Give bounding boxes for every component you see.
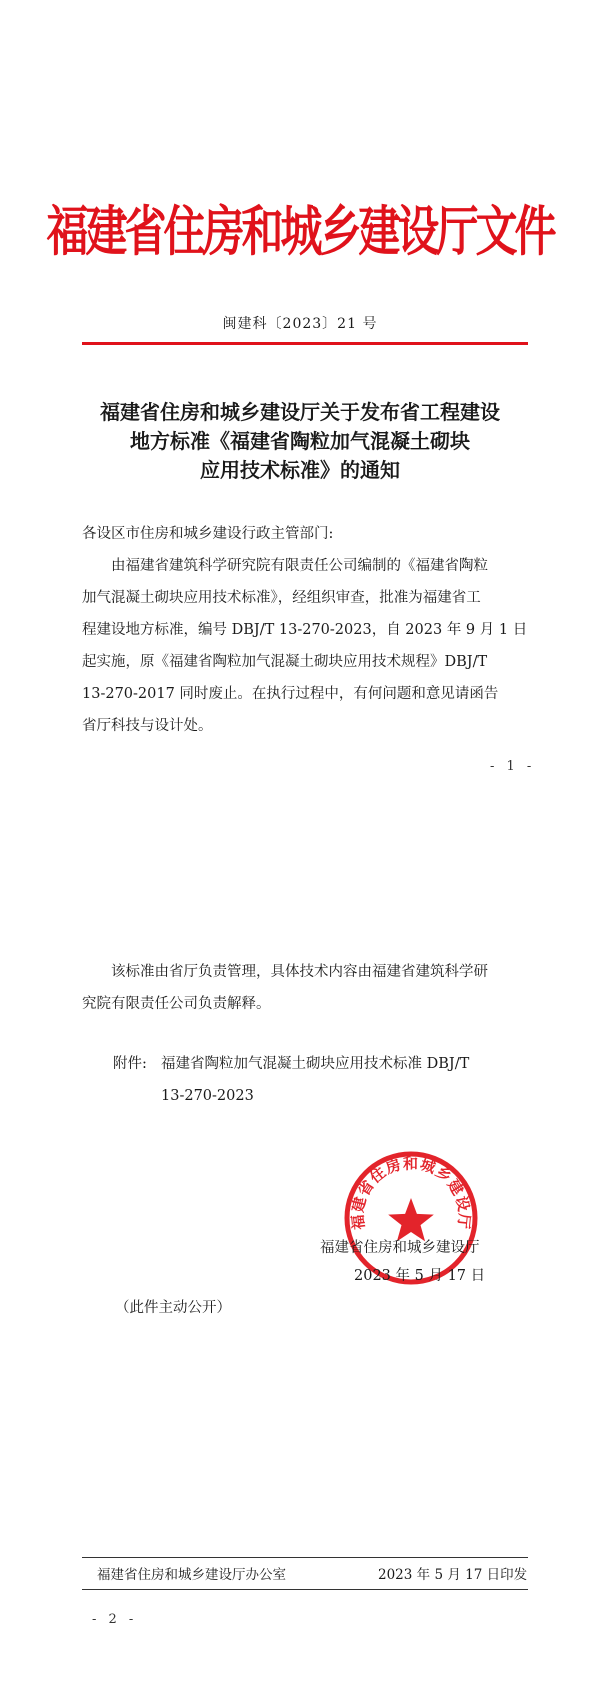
salutation bbox=[82, 518, 528, 550]
attachment bbox=[113, 1048, 469, 1112]
attachment-label: 附件: bbox=[113, 1056, 147, 1072]
footer-office: 福建省住房和城乡建设厅办公室 bbox=[97, 1567, 286, 1583]
salutation-text: 各设区市住房和城乡建设行政主管部门: bbox=[82, 526, 334, 542]
notice-title-line-2: 地方标准《福建省陶粒加气混凝土砌块 bbox=[130, 429, 470, 453]
seal-star-icon bbox=[388, 1198, 434, 1241]
footer-top-rule bbox=[82, 1557, 528, 1558]
signer-name: 福建省住房和城乡建设厅 bbox=[320, 1240, 480, 1256]
para1-line: 由福建省建筑科学研究院有限责任公司编制的《福建省陶粒 bbox=[111, 558, 488, 574]
attachment-code: 13-270-2023 bbox=[161, 1088, 254, 1104]
disclosure-note: （此件主动公开） bbox=[115, 1300, 231, 1316]
para2-line: 该标准由省厅负责管理，具体技术内容由福建省建筑科学研 bbox=[111, 964, 488, 980]
para1-line: 起实施，原《福建省陶粒加气混凝土砌块应用技术规程》DBJ/T bbox=[82, 654, 488, 670]
notice-title-line-1: 福建省住房和城乡建设厅关于发布省工程建设 bbox=[100, 400, 500, 424]
body-paragraph-2 bbox=[82, 956, 528, 1020]
footer-print-date: 2023 年 5 月 17 日印发 bbox=[378, 1567, 528, 1583]
para1-line: 程建设地方标准，编号 DBJ/T 13-270-2023，自 2023 年 9 月 1 日 bbox=[82, 622, 528, 638]
issuer-red-title: 福建省住房和城乡建设厅文件 bbox=[46, 200, 554, 263]
footer-bottom-rule bbox=[82, 1589, 528, 1590]
notice-title bbox=[60, 398, 540, 485]
red-divider bbox=[82, 342, 528, 345]
para1-line: 加气混凝土砌块应用技术标准》，经组织审查，批准为福建省工 bbox=[82, 590, 481, 606]
page-number-2: - 2 - bbox=[92, 1612, 138, 1627]
page-number-1: - 1 - bbox=[490, 759, 536, 774]
para1-line: 省厅科技与设计处。 bbox=[82, 718, 213, 734]
attachment-title: 福建省陶粒加气混凝土砌块应用技术标准 DBJ/T bbox=[161, 1056, 470, 1072]
signature-date: 2023 年 5 月 17 日 bbox=[354, 1268, 486, 1284]
body-paragraph-1 bbox=[82, 550, 528, 742]
para1-line: 13-270-2017 同时废止。在执行过程中，有何问题和意见请函告 bbox=[82, 686, 499, 702]
para2-line: 究院有限责任公司负责解释。 bbox=[82, 996, 271, 1012]
seal-text: 福建省住房和城乡建设厅 bbox=[348, 1154, 474, 1231]
notice-title-line-3: 应用技术标准》的通知 bbox=[200, 458, 400, 482]
document-number: 闽建科〔2023〕21 号 bbox=[222, 316, 378, 332]
